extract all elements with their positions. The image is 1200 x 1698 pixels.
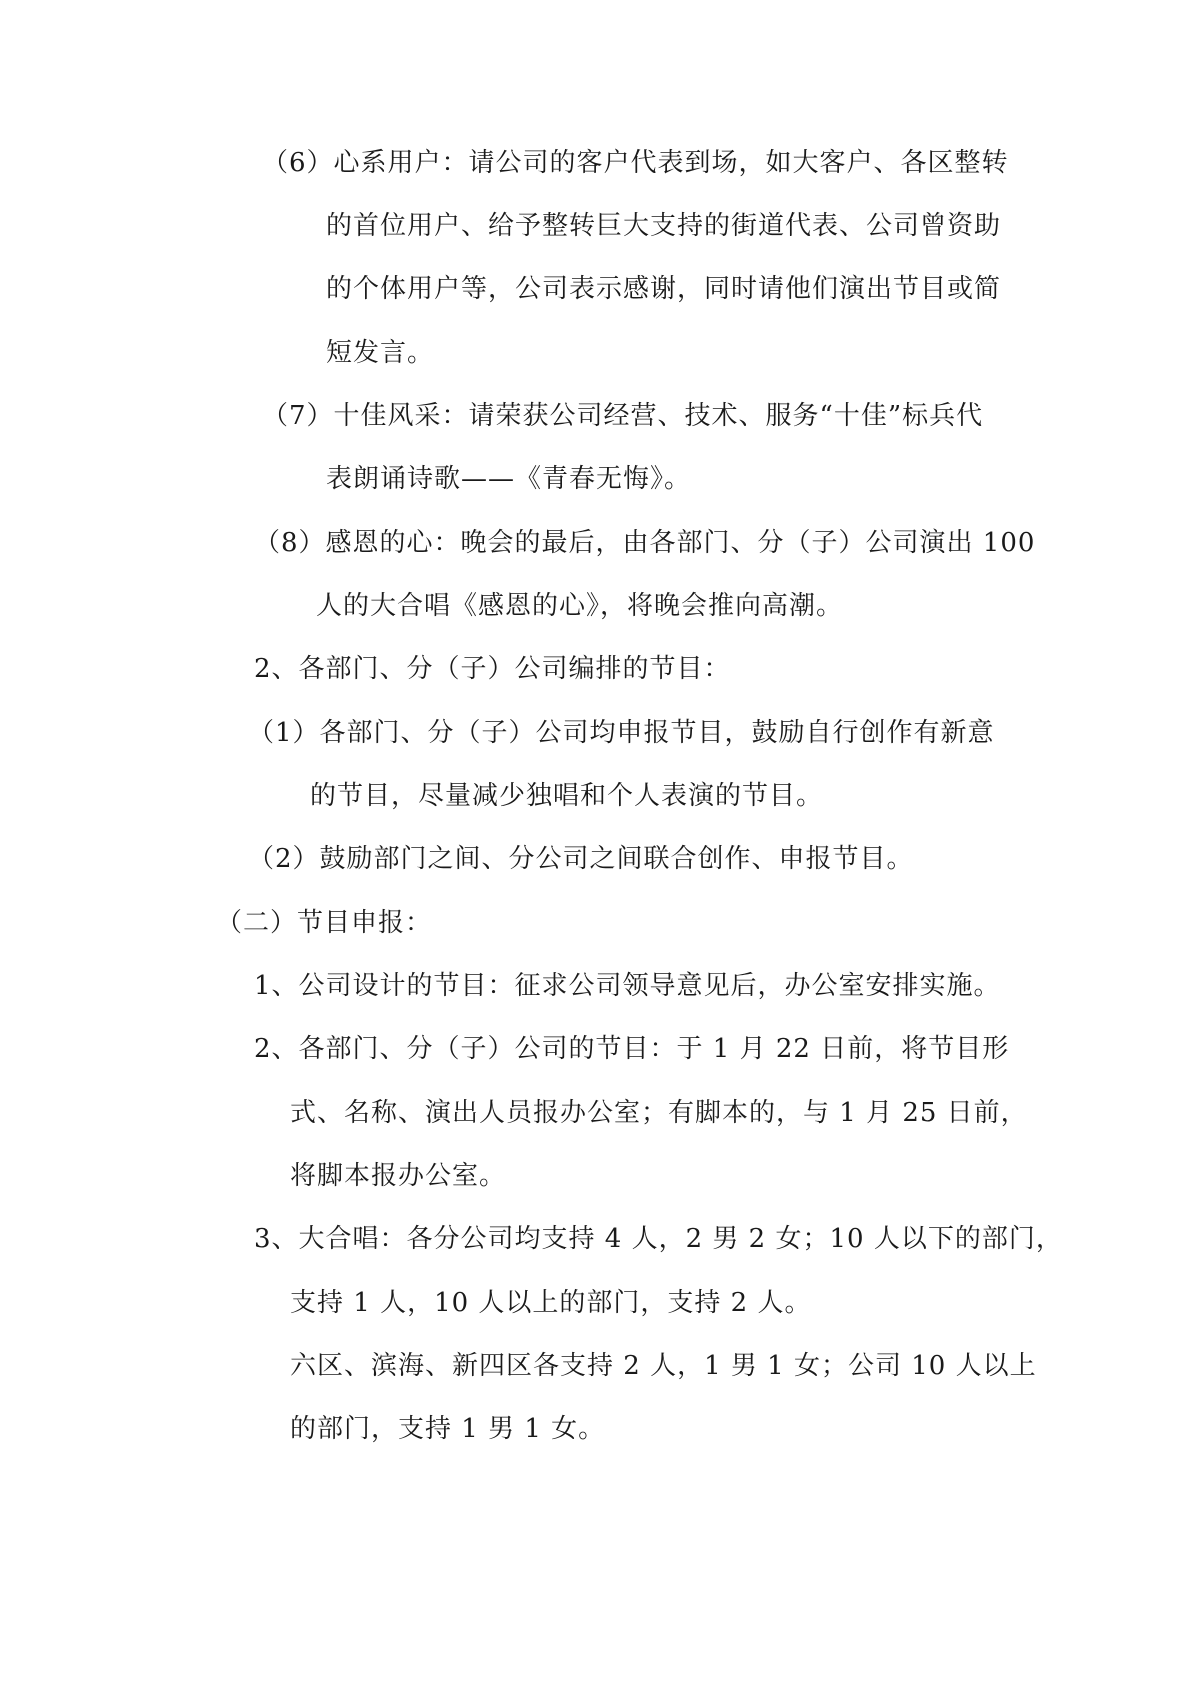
text-line-submit2-1: 2、各部门、分（子）公司的节目：于 1 月 22 日前，将节目形: [254, 1034, 1010, 1064]
text-line-item8-1: （8）感恩的心：晚会的最后，由各部门、分（子）公司演出 100: [254, 528, 1036, 558]
text-line-item6-3: 的个体用户等，公司表示感谢，同时请他们演出节目或简: [326, 274, 1002, 304]
text-line-sub1-1: （1）各部门、分（子）公司均申报节目，鼓励自行创作有新意: [248, 718, 995, 748]
text-line-part2-heading: （二）节目申报：: [216, 908, 433, 938]
text-line-submit2-2: 式、名称、演出人员报办公室；有脚本的，与 1 月 25 日前，: [290, 1098, 1028, 1128]
text-line-item6-2: 的首位用户、给予整转巨大支持的街道代表、公司曾资助: [326, 211, 1002, 241]
text-line-submit3-3: 六区、滨海、新四区各支持 2 人，1 男 1 女；公司 10 人以上: [290, 1351, 1037, 1381]
text-line-submit2-3: 将脚本报办公室。: [290, 1161, 507, 1191]
text-line-sub1-2: 的节目，尽量减少独唱和个人表演的节目。: [310, 781, 824, 811]
text-line-item7-1: （7）十佳风采：请荣获公司经营、技术、服务“十佳”标兵代: [262, 401, 984, 431]
text-line-submit3-1: 3、大合唱：各分公司均支持 4 人，2 男 2 女；10 人以下的部门，: [254, 1224, 1063, 1254]
text-line-item8-2: 人的大合唱《感恩的心》，将晚会推向高潮。: [316, 591, 844, 621]
text-line-submit3-4: 的部门，支持 1 男 1 女。: [290, 1414, 606, 1444]
text-line-item6-4: 短发言。: [326, 338, 435, 368]
text-line-submit1: 1、公司设计的节目：征求公司领导意见后，办公室安排实施。: [254, 971, 1001, 1001]
text-line-section2-heading: 2、各部门、分（子）公司编排的节目：: [254, 654, 731, 684]
text-line-item7-2: 表朗诵诗歌——《青春无悔》。: [326, 464, 692, 494]
text-line-submit3-2: 支持 1 人，10 人以上的部门，支持 2 人。: [290, 1288, 812, 1318]
text-line-sub2: （2）鼓励部门之间、分公司之间联合创作、申报节目。: [248, 844, 914, 874]
text-line-item6-1: （6）心系用户：请公司的客户代表到场，如大客户、各区整转: [262, 148, 1009, 178]
